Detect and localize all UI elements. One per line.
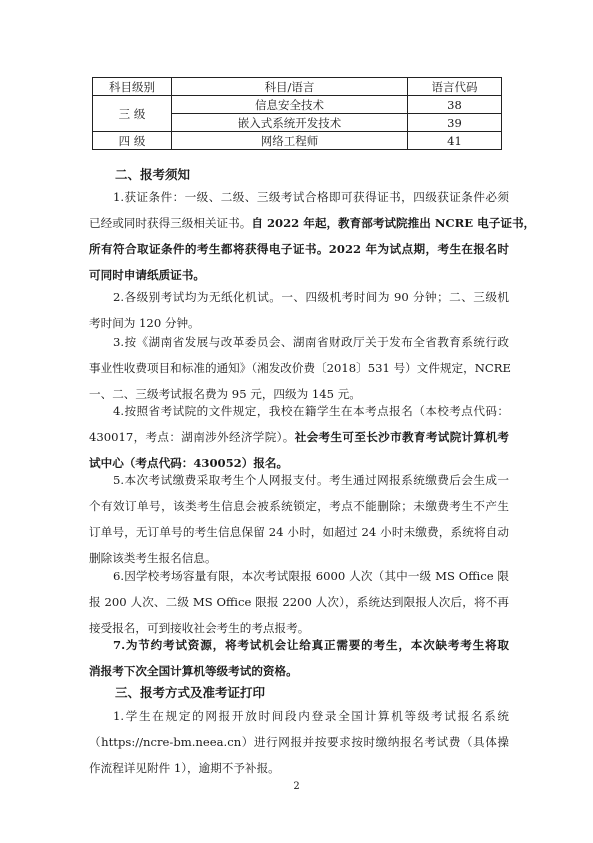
paragraph-absence-penalty bbox=[89, 632, 509, 684]
table-header-row bbox=[93, 78, 502, 96]
text-line: 接受报名，可到接收社会考生的考点报考。 bbox=[89, 621, 310, 635]
bold-text-line: 可同时申请纸质证书。 bbox=[89, 268, 205, 282]
paragraph-fees bbox=[89, 329, 509, 407]
subject-cell: 网络工程师 bbox=[172, 132, 408, 150]
text-line bbox=[89, 210, 536, 236]
subject-cell: 信息安全技术 bbox=[172, 96, 408, 114]
code-cell: 39 bbox=[408, 114, 502, 132]
text-line: 考时间为 120 分钟。 bbox=[89, 316, 200, 330]
paragraph-certificate bbox=[89, 184, 536, 288]
paragraph-payment bbox=[89, 467, 509, 571]
bold-text-span: 社会考生可至长沙市教育考试院计算机考 bbox=[294, 430, 509, 444]
text-line: 1.获证条件：一级、二级、三级考试合格即可获得证书，四级获证条件必须 bbox=[113, 190, 509, 204]
text-line: 删除该类考生报名信息。 bbox=[89, 551, 217, 565]
language-code-table bbox=[92, 77, 502, 150]
text-line: 报 200 人次、二级 MS Office 限报 2200 人次），系统达到限报人次后，将不再 bbox=[89, 595, 509, 609]
subject-cell: 嵌入式系统开发技术 bbox=[172, 114, 408, 132]
table-row bbox=[93, 96, 502, 114]
text-span: 430017，考点：湖南涉外经济学院）。 bbox=[89, 430, 295, 444]
text-line bbox=[89, 424, 509, 450]
text-line: 6.因学校考场容量有限，本次考试限报 6000 人次（其中一级 MS Office 限 bbox=[113, 569, 509, 583]
bold-text-line: 消报考下次全国计算机等级考试的资格。 bbox=[89, 664, 298, 678]
text-line: 1.学生在规定的网报开放时间段内登录全国计算机等级考试报名系统 bbox=[113, 709, 509, 723]
page-number: 2 bbox=[293, 781, 300, 792]
table-row bbox=[93, 132, 502, 150]
text-line: 一、二、三级考试报名费为 95 元，四级为 145 元。 bbox=[89, 387, 361, 401]
table-header-cell: 科目/语言 bbox=[172, 78, 408, 96]
paragraph-registration bbox=[89, 703, 509, 781]
code-cell: 38 bbox=[408, 96, 502, 114]
bold-text-span: 自 2022 年起，教育部考试院推出 NCRE 电子证书， bbox=[251, 216, 536, 230]
text-line: 作流程详见附件 1），逾期不予补报。 bbox=[89, 761, 280, 775]
bold-text-line: 所有符合取证条件的考生都将获得电子证书。2022 年为试点期，考生在报名时 bbox=[89, 242, 509, 256]
bold-text-line: 试中心（考点代码：430052）报名。 bbox=[89, 456, 289, 470]
paragraph-exam-site bbox=[89, 398, 509, 476]
text-span: 已经或同时获得三级相关证书。 bbox=[89, 216, 252, 230]
level-cell: 四 级 bbox=[93, 132, 172, 150]
text-line: 4.按照省考试院的文件规定，我校在籍学生在本考点报名（本校考点代码： bbox=[113, 404, 509, 418]
paragraph-capacity bbox=[89, 563, 509, 641]
text-line: 个有效订单号，该类考生信息会被系统锁定，考点不能删除；未缴费考生不产生 bbox=[89, 499, 509, 513]
table-header-cell: 语言代码 bbox=[408, 78, 502, 96]
code-cell: 41 bbox=[408, 132, 502, 150]
bold-text-line: 7.为节约考试资源，将考试机会让给真正需要的考生，本次缺考考生将取 bbox=[113, 638, 509, 652]
text-line: （https://ncre-bm.neea.cn）进行网报并按要求按时缴纳报名考试费（具体操 bbox=[89, 735, 509, 749]
section-heading: 二、报考须知 bbox=[115, 167, 191, 182]
text-line: 2.各级别考试均为无纸化机试。一、四级机考时间为 90 分钟；二、三级机 bbox=[113, 290, 509, 304]
text-line: 订单号，无订单号的考生信息保留 24 小时，如超过 24 小时未缴费，系统将自动 bbox=[89, 525, 509, 539]
section-heading: 三、报考方式及准考证打印 bbox=[115, 685, 266, 700]
text-line: 5.本次考试缴费采取考生个人网报支付。考生通过网报系统缴费后会生成一 bbox=[113, 473, 509, 487]
text-line: 3.按《湖南省发展与改革委员会、湖南省财政厅关于发布全省教育系统行政 bbox=[113, 335, 509, 349]
text-line: 事业性收费项目和标准的通知》（湘发改价费〔2018〕531 号）文件规定，NCRE bbox=[89, 361, 511, 375]
level-cell: 三 级 bbox=[93, 96, 172, 132]
table-header-cell: 科目级别 bbox=[93, 78, 172, 96]
